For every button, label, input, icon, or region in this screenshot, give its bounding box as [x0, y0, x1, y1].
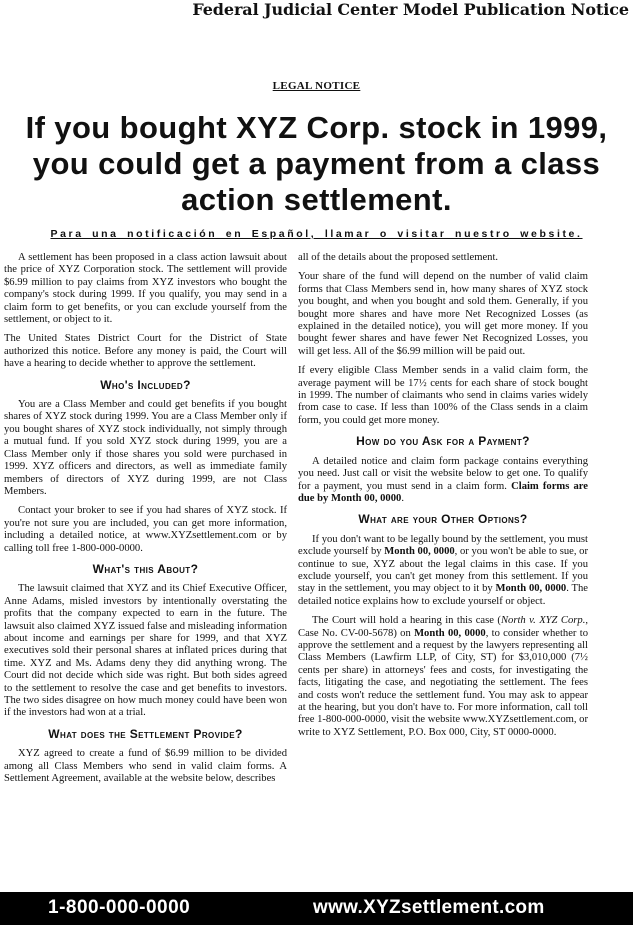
right-column [298, 252, 588, 746]
included-paragraph: You are a Class Member and could get benefits if you bought shares of XYZ stock during 1999. You are a Class Member only if you bought shares of XYZ stock individually, not simply through a mutual fund. If you sold XYZ stock during 1999, you are a Class Member only if those shares you sold were purchased in 1999. XYZ officers and directors, as well as immediate family members of directors of XYZ during 1999, are not Class Members. [4, 399, 287, 497]
exclude-deadline: Month 00, 0000 [384, 546, 455, 558]
claim-paragraph [298, 456, 588, 506]
heading-ask-payment: How do you Ask for a Payment? [356, 434, 530, 449]
hearing-date: Month 00, 0000 [414, 627, 486, 639]
left-column [4, 252, 287, 792]
hearing-text-1: The Court will hold a hearing in this case ( [312, 615, 501, 627]
court-paragraph: The United States District Court for the District of State authorized this notice. Before any money is paid, the Court will have a hearing to decide whether to approve the settlement. [4, 333, 287, 370]
options-paragraph [298, 534, 588, 608]
footer-website: www.XYZsettlement.com [313, 897, 545, 918]
hearing-text-2: , Case No. CV-00-5678) on [298, 615, 589, 639]
publication-banner: Federal Judicial Center Model Publication Notice [192, 0, 629, 19]
details-paragraph: all of the details about the proposed settlement. [298, 252, 499, 263]
footer-bar [0, 892, 633, 925]
headline: If you bought XYZ Corp. stock in 1999, you could get a payment from a class action settlement. [25, 110, 608, 217]
about-paragraph: The lawsuit claimed that XYZ and its Chief Executive Officer, Anne Adams, misled investors by intentionally overstating the profits that the company expected to earn in the future. The lawsuit also claimed XYZ issued false and misleading information about income and earnings per share for 1999, and that XYZ executives sold their personal shares at inflated prices during that time. XYZ and Ms. Adams deny they did anything wrong. The Court did not decide which side was right. But both sides agreed to the settlement to resolve the case and get benefits to investors. The two sides disagree on how much money could have been won if the investors had won at a trial. [4, 583, 287, 719]
options-text-2: , or you won't be able to sue, or continue to sue, XYZ about the legal claims in this case. If you exclude yourself, you can't get money from this settlement. If you stay in the settlement, you may object to it by [298, 546, 588, 595]
hearing-paragraph [298, 615, 588, 739]
heading-other-options: What are your Other Options? [358, 512, 528, 527]
object-deadline: Month 00, 0000 [495, 583, 567, 595]
legal-notice-label: LEGAL NOTICE [272, 80, 361, 92]
options-text-1: If you don't want to be legally bound by the settlement, you must exclude yourself by [298, 533, 588, 558]
heading-settlement-provide: What does the Settlement Provide? [48, 726, 243, 741]
options-text-3: . The detailed notice explains how to exclude yourself or object. [298, 583, 588, 607]
claim-period: . [401, 492, 404, 504]
heading-whos-included: Who's Included? [100, 377, 191, 392]
contact-paragraph: Contact your broker to see if you had shares of XYZ stock. If you're not sure you are included, you can get more information, including a detailed notice, at www.XYZsettlement.com or by calling toll free 1-800-000-0000. [4, 505, 287, 554]
average-payment-paragraph: If every eligible Class Member sends in a valid claim form, the average payment will be 17½ cents for each share of stock bought in 1999. The number of claimants who send in claims varies widely from case to case. If less than 100% of the Class sends in a claim form, you could get more money. [298, 365, 588, 426]
provide-paragraph: XYZ agreed to create a fund of $6.99 million to be divided among all Class Members who send in valid claim forms. A Settlement Agreement, available at the website below, describes [4, 748, 287, 785]
footer-phone: 1-800-000-0000 [48, 897, 191, 918]
share-paragraph: Your share of the fund will depend on the number of valid claim forms that Class Members send in, how many shares of XYZ stock you bought, and when you bought and sold them. Generally, if you bought more shares and have more Net Recognized Losses (as explained in the detailed notice), you will get more money. If you bought fewer shares and have fewer Net Recognized Losses, you will get less. All of the $6.99 million will be paid out. [298, 271, 588, 357]
claim-deadline: Claim forms are due by Month 00, 0000 [298, 480, 588, 504]
heading-whats-this-about: What's this About? [92, 561, 199, 576]
spanish-notice: Para una notificación en Español, llamar o visitar nuestro website. [50, 228, 583, 240]
claim-text: A detailed notice and claim form package contains everything you need. Just call or visit the website below to get one. To qualify for a payment, you must send in a claim form. [298, 455, 588, 492]
hearing-text-3: , to consider whether to approve the settlement and a request by the lawyers representing all Class Members (Lawfirm LLP, of City, ST) for $3,010,000 (7½ cents per share) in attorneys' fees and costs, for investigating the facts, litigating the case, and negotiating the settlement. The fees and costs won't reduce the settlement fund. You may ask to appear at the hearing, but you don't have to. For more information, call toll free 1-800-000-0000, visit the website www.XYZsettlement.com, or write to XYZ Settlement, P.O. Box 000, City, ST 0000-0000. [298, 627, 588, 738]
case-name: North v. XYZ Corp. [500, 615, 586, 627]
intro-paragraph: A settlement has been proposed in a class action lawsuit about the price of XYZ Corporation stock. The settlement will provide $6.99 million to pay claims from XYZ investors who bought the company's stock during 1999. If you qualify, you may send in a claim form to get benefits, or you can exclude yourself from the settlement, or object to it. [4, 252, 287, 326]
